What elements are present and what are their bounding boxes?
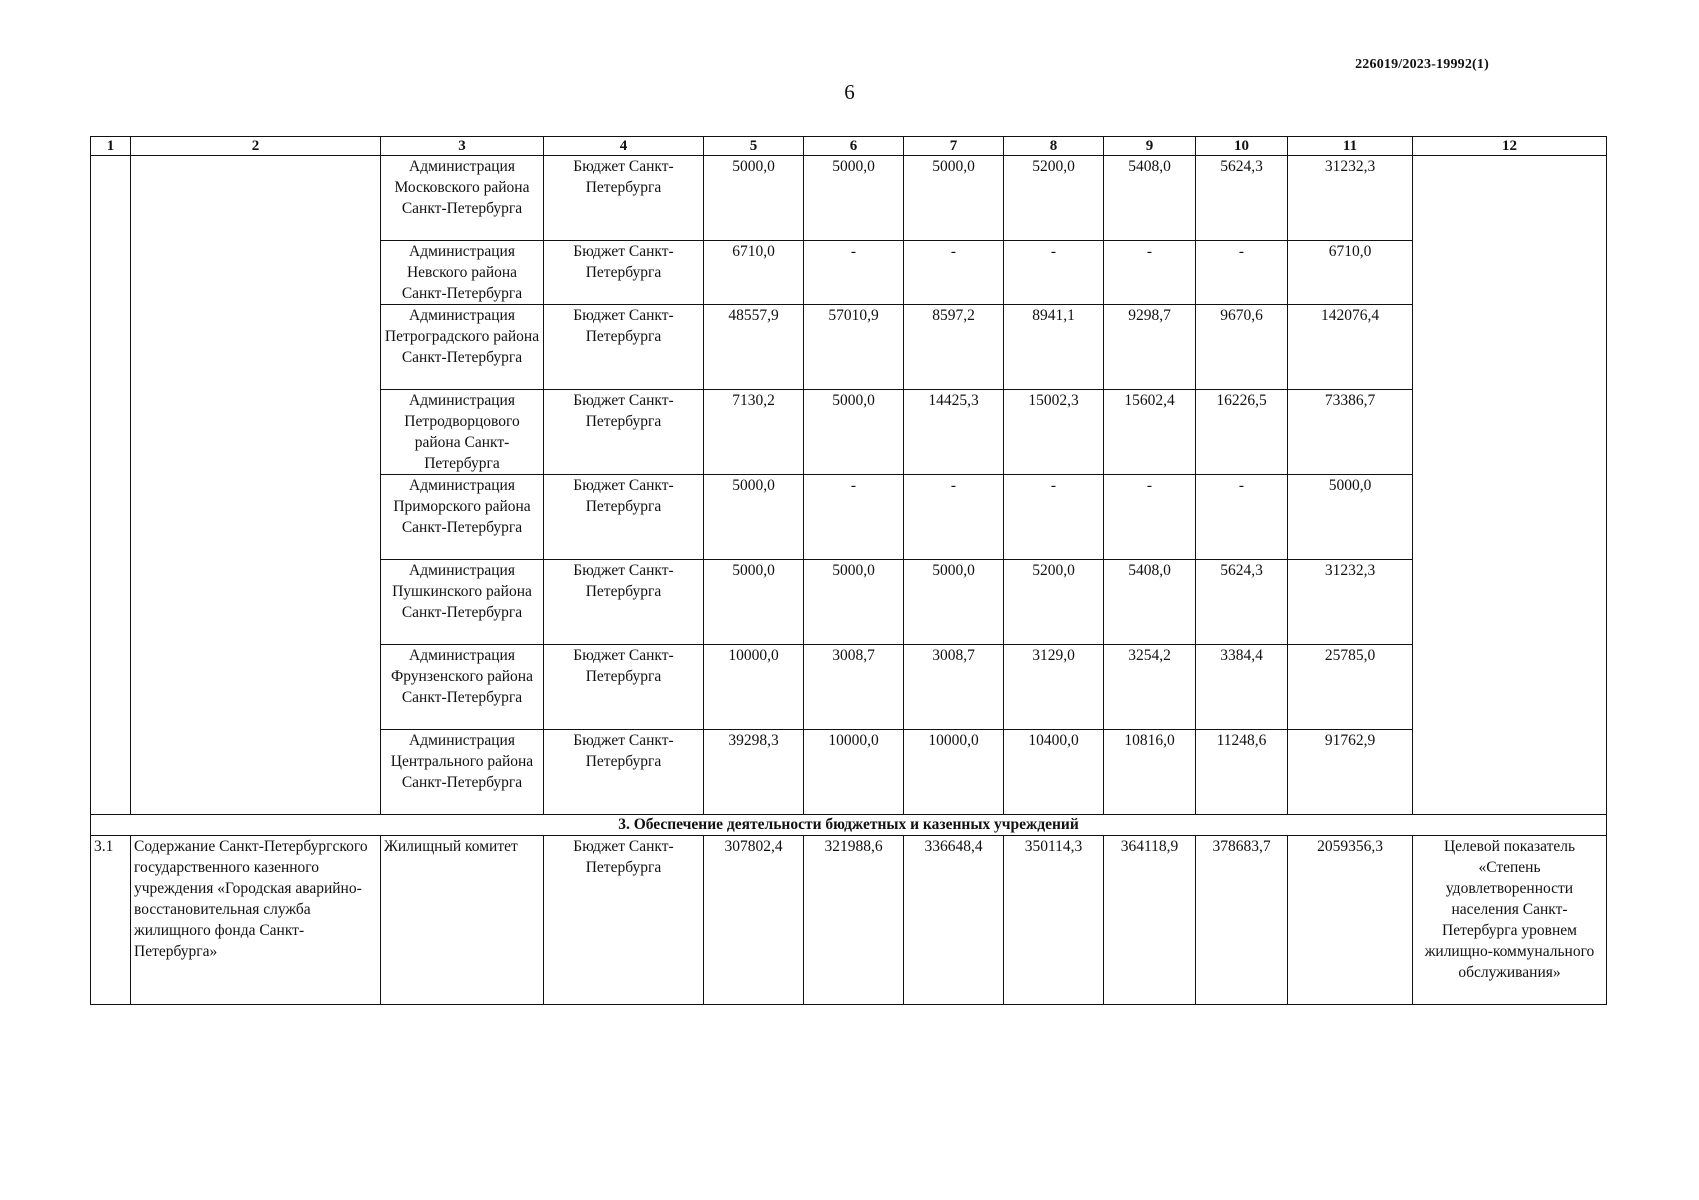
- source-cell: Бюджет Санкт-Петербурга: [544, 560, 704, 645]
- section-header-row: [91, 815, 1607, 836]
- source-cell: Бюджет Санкт-Петербурга: [544, 645, 704, 730]
- value-cell: 9670,6: [1196, 305, 1288, 390]
- source-cell: Бюджет Санкт-Петербурга: [544, 475, 704, 560]
- table-row: [91, 836, 1607, 1005]
- value-cell: 5624,3: [1196, 156, 1288, 241]
- value-cell: 10000,0: [904, 730, 1004, 815]
- col-header-1: 1: [91, 137, 131, 156]
- value-cell: 5408,0: [1104, 560, 1196, 645]
- table-row: [91, 156, 1607, 241]
- col-header-6: 6: [804, 137, 904, 156]
- value-cell: 8597,2: [904, 305, 1004, 390]
- value-cell: 378683,7: [1196, 836, 1288, 1005]
- value-cell: 321988,6: [804, 836, 904, 1005]
- value-cell: 3129,0: [1004, 645, 1104, 730]
- total-cell: 31232,3: [1288, 156, 1413, 241]
- value-cell: 5000,0: [804, 390, 904, 475]
- section-title: 3. Обеспечение деятельности бюджетных и казенных учреждений: [91, 815, 1607, 836]
- source-cell: Бюджет Санкт-Петербурга: [544, 390, 704, 475]
- value-cell: -: [1196, 475, 1288, 560]
- item-name-cell: Содержание Санкт-Петербургского государственного казенного учреждения «Городская аварийно-восстановительная служба жилищного фонда Санкт-Петербурга»: [131, 836, 381, 1005]
- col-header-12: 12: [1413, 137, 1607, 156]
- source-cell: Бюджет Санкт-Петербурга: [544, 241, 704, 305]
- executor-cell: Администрация Петродворцового района Санкт-Петербурга: [381, 390, 544, 475]
- value-cell: 57010,9: [804, 305, 904, 390]
- target-indicator-cell: Целевой показатель «Степень удовлетворенности населения Санкт-Петербурга уровнем жилищно-коммунального обслуживания»: [1413, 836, 1607, 1005]
- value-cell: 336648,4: [904, 836, 1004, 1005]
- total-cell: 5000,0: [1288, 475, 1413, 560]
- value-cell: -: [904, 475, 1004, 560]
- value-cell: 8941,1: [1004, 305, 1104, 390]
- total-cell: 142076,4: [1288, 305, 1413, 390]
- col-header-10: 10: [1196, 137, 1288, 156]
- total-cell: 6710,0: [1288, 241, 1413, 305]
- value-cell: -: [1004, 241, 1104, 305]
- value-cell: 5408,0: [1104, 156, 1196, 241]
- executor-cell: Администрация Московского района Санкт-Петербурга: [381, 156, 544, 241]
- value-cell: 5000,0: [804, 156, 904, 241]
- total-cell: 2059356,3: [1288, 836, 1413, 1005]
- col-header-2: 2: [131, 137, 381, 156]
- value-cell: 10000,0: [704, 645, 804, 730]
- col-header-9: 9: [1104, 137, 1196, 156]
- executor-cell: Администрация Центрального района Санкт-Петербурга: [381, 730, 544, 815]
- value-cell: 5000,0: [704, 156, 804, 241]
- value-cell: -: [804, 241, 904, 305]
- value-cell: 5200,0: [1004, 156, 1104, 241]
- source-cell: Бюджет Санкт-Петербурга: [544, 156, 704, 241]
- col-header-11: 11: [1288, 137, 1413, 156]
- value-cell: 5200,0: [1004, 560, 1104, 645]
- executor-cell: Администрация Невского района Санкт-Петербурга: [381, 241, 544, 305]
- value-cell: 15002,3: [1004, 390, 1104, 475]
- source-cell: Бюджет Санкт-Петербурга: [544, 836, 704, 1005]
- value-cell: 48557,9: [704, 305, 804, 390]
- executor-cell: Администрация Фрунзенского района Санкт-Петербурга: [381, 645, 544, 730]
- item-number-cell: 3.1: [91, 836, 131, 1005]
- column-number-header-row: [91, 137, 1607, 156]
- value-cell: 5624,3: [1196, 560, 1288, 645]
- value-cell: 6710,0: [704, 241, 804, 305]
- value-cell: 3008,7: [904, 645, 1004, 730]
- value-cell: 5000,0: [704, 560, 804, 645]
- value-cell: 39298,3: [704, 730, 804, 815]
- col-header-3: 3: [381, 137, 544, 156]
- merged-number-cell: [91, 156, 131, 815]
- value-cell: 3008,7: [804, 645, 904, 730]
- value-cell: 350114,3: [1004, 836, 1104, 1005]
- total-cell: 73386,7: [1288, 390, 1413, 475]
- value-cell: -: [1104, 475, 1196, 560]
- value-cell: -: [1196, 241, 1288, 305]
- value-cell: -: [904, 241, 1004, 305]
- total-cell: 91762,9: [1288, 730, 1413, 815]
- value-cell: 5000,0: [704, 475, 804, 560]
- value-cell: 5000,0: [904, 156, 1004, 241]
- value-cell: 10000,0: [804, 730, 904, 815]
- value-cell: -: [1104, 241, 1196, 305]
- value-cell: 14425,3: [904, 390, 1004, 475]
- source-cell: Бюджет Санкт-Петербурга: [544, 730, 704, 815]
- executor-cell: Администрация Пушкинского района Санкт-Петербурга: [381, 560, 544, 645]
- col-header-8: 8: [1004, 137, 1104, 156]
- value-cell: 15602,4: [1104, 390, 1196, 475]
- value-cell: 10816,0: [1104, 730, 1196, 815]
- value-cell: 3384,4: [1196, 645, 1288, 730]
- budget-table: [90, 136, 1607, 1005]
- page-number: 6: [844, 80, 855, 104]
- col-header-5: 5: [704, 137, 804, 156]
- executor-cell: Жилищный комитет: [381, 836, 544, 1005]
- value-cell: 364118,9: [1104, 836, 1196, 1005]
- col-header-4: 4: [544, 137, 704, 156]
- value-cell: 5000,0: [804, 560, 904, 645]
- value-cell: 16226,5: [1196, 390, 1288, 475]
- value-cell: 9298,7: [1104, 305, 1196, 390]
- value-cell: 307802,4: [704, 836, 804, 1005]
- value-cell: -: [1004, 475, 1104, 560]
- value-cell: 7130,2: [704, 390, 804, 475]
- executor-cell: Администрация Петроградского района Санкт-Петербурга: [381, 305, 544, 390]
- value-cell: 10400,0: [1004, 730, 1104, 815]
- total-cell: 25785,0: [1288, 645, 1413, 730]
- source-cell: Бюджет Санкт-Петербурга: [544, 305, 704, 390]
- value-cell: -: [804, 475, 904, 560]
- value-cell: 3254,2: [1104, 645, 1196, 730]
- value-cell: 11248,6: [1196, 730, 1288, 815]
- merged-name-cell: [131, 156, 381, 815]
- col-header-7: 7: [904, 137, 1004, 156]
- executor-cell: Администрация Приморского района Санкт-Петербурга: [381, 475, 544, 560]
- merged-indicator-cell: [1413, 156, 1607, 815]
- document-registration-number: 226019/2023-19992(1): [1355, 57, 1489, 72]
- value-cell: 5000,0: [904, 560, 1004, 645]
- total-cell: 31232,3: [1288, 560, 1413, 645]
